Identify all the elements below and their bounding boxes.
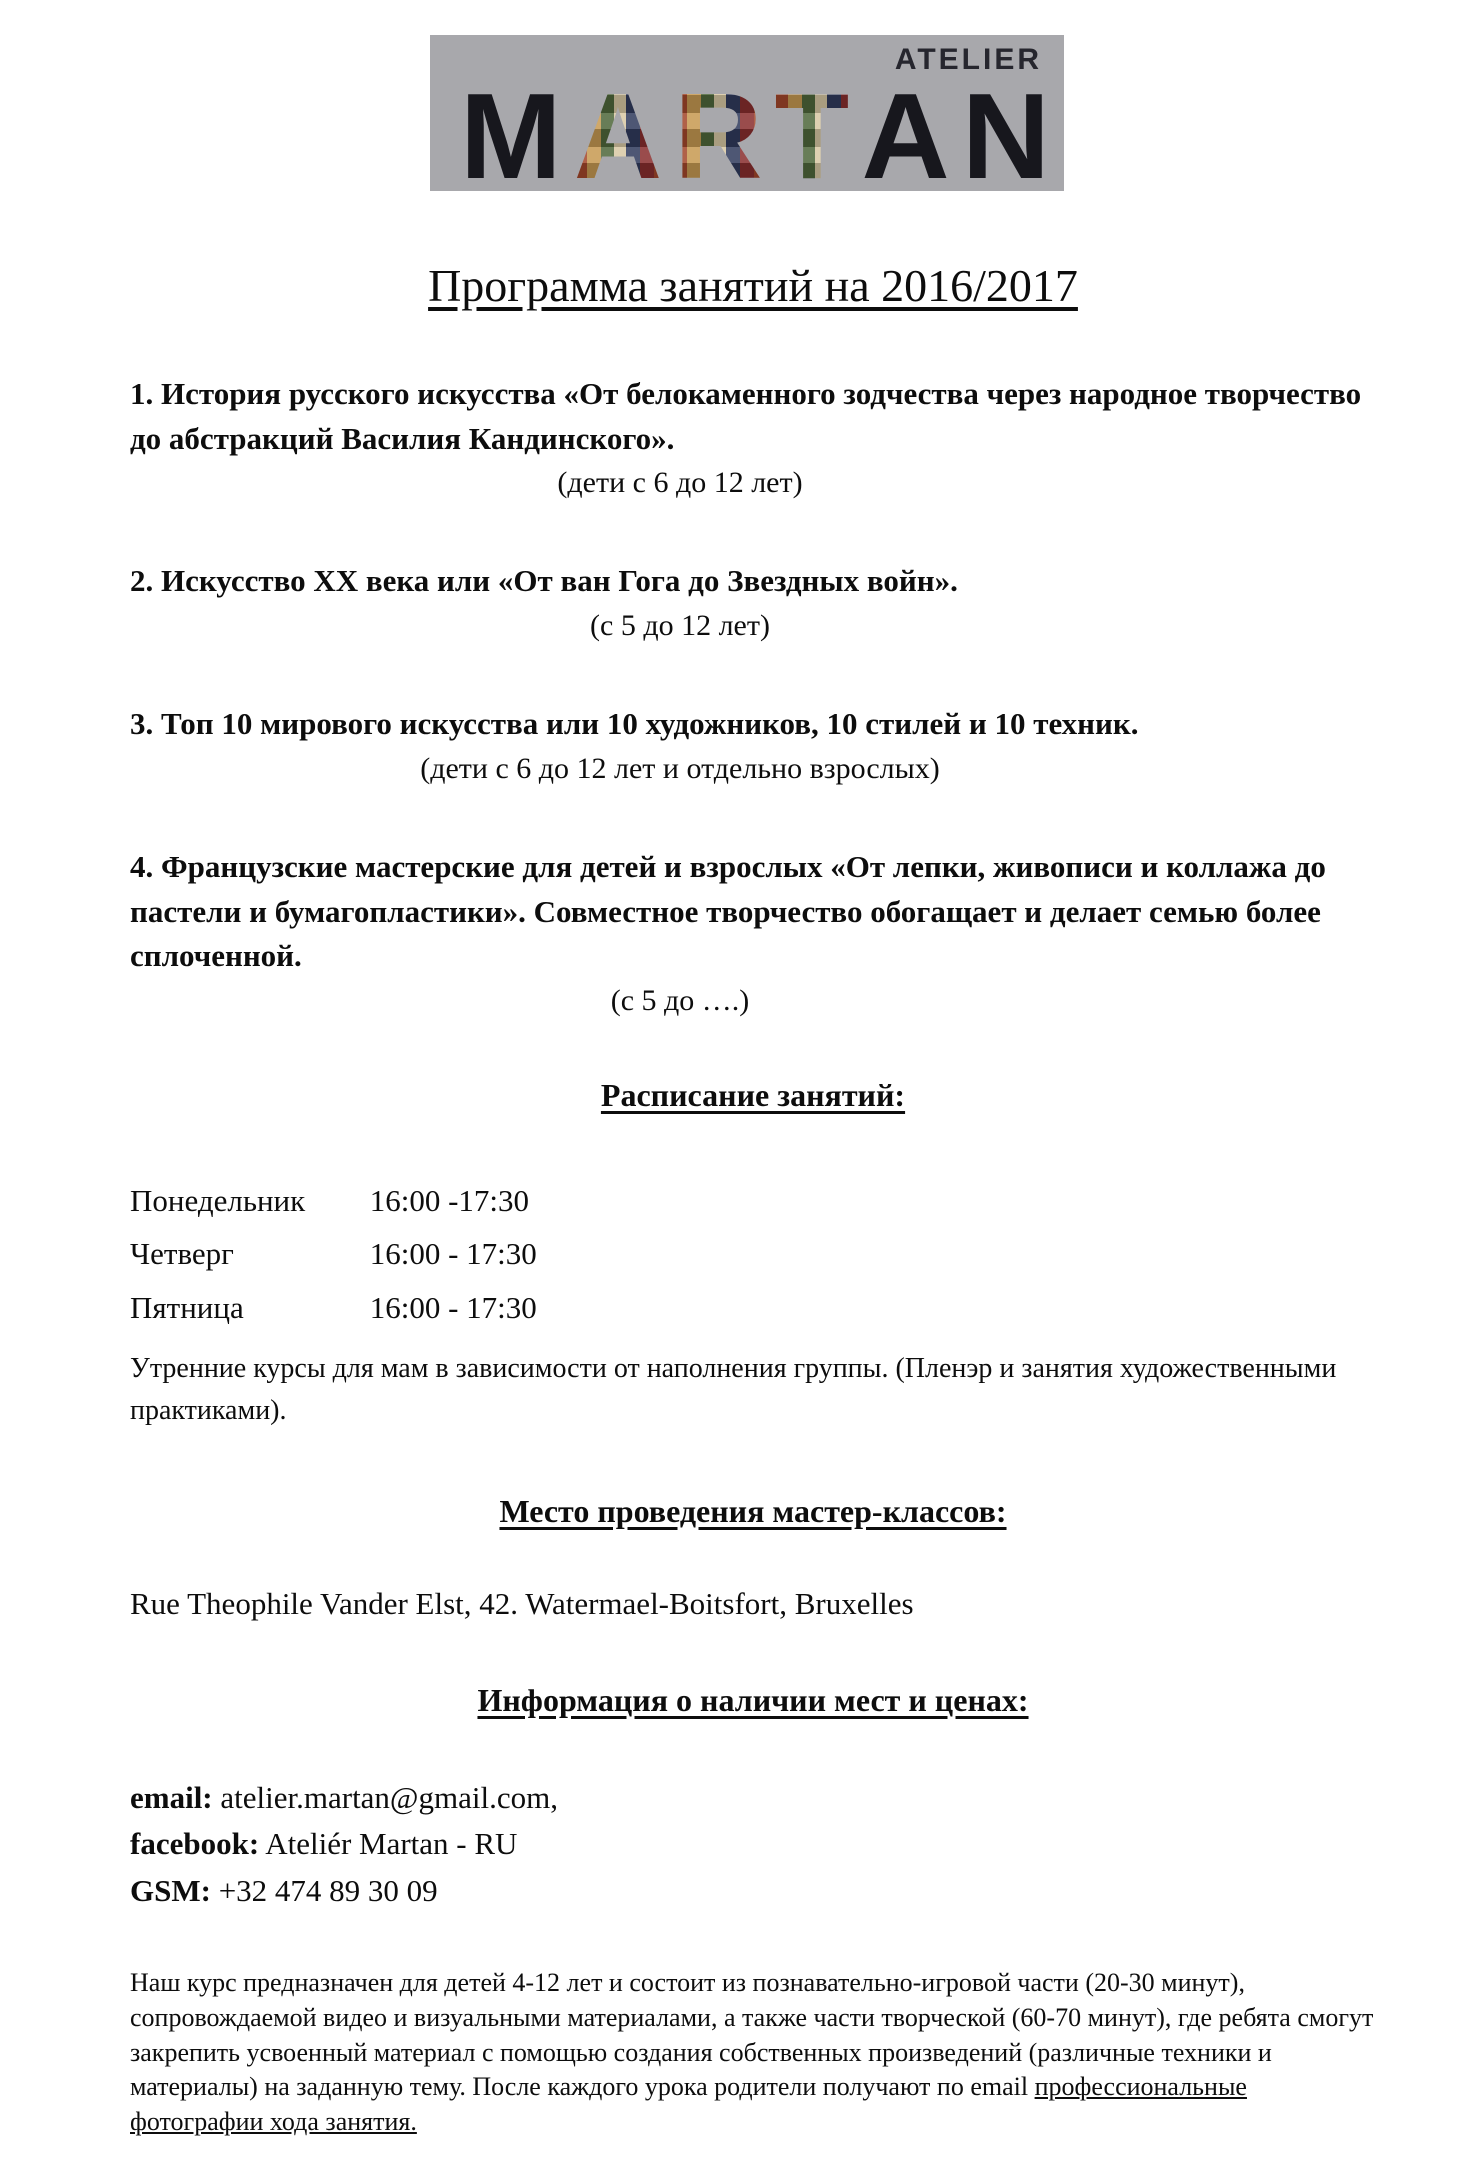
contact-list (130, 1775, 1376, 1915)
contact-row (130, 1868, 1376, 1915)
logo-letter: M (460, 68, 562, 191)
contact-value: Ateliér Martan - RU (265, 1826, 518, 1862)
location-heading: Место проведения мастер-классов: (499, 1492, 1007, 1529)
program-item (130, 845, 1376, 1022)
contact-row (130, 1775, 1376, 1822)
schedule-time: 16:00 - 17:30 (369, 1289, 537, 1325)
program-item-ages: (с 5 до 12 лет) (590, 609, 770, 643)
course-description (130, 1966, 1376, 2139)
contact-label: GSM: (130, 1872, 211, 1908)
logo-letter: N (961, 68, 1050, 191)
schedule-note: Утренние курсы для мам в зависимости от наполнения группы. (Пленэр и занятия художественными практиками). (130, 1353, 1337, 1426)
program-item (130, 372, 1376, 504)
logo-martan-word (460, 68, 1050, 191)
location-address: Rue Theophile Vander Elst, 42. Watermael-Boitsfort, Bruxelles (130, 1585, 914, 1621)
contact-value: +32 474 89 30 09 (218, 1872, 438, 1908)
info-section (130, 1682, 1376, 1915)
program-item (130, 559, 1376, 647)
contact-label: facebook: (130, 1826, 260, 1862)
program-item-text: 1. История русского искусства «От белокаменного зодчества через народное творчество до абстракций Василия Кандинского». (130, 376, 1362, 456)
contact-row (130, 1821, 1376, 1868)
atelier-martan-logo (430, 35, 1064, 191)
course-description-underlined: профессиональные фотографии хода занятия. (130, 2072, 1247, 2136)
info-heading: Информация о наличии мест и ценах: (477, 1681, 1029, 1718)
schedule-heading: Расписание занятий: (600, 1077, 906, 1114)
program-item (130, 702, 1376, 790)
contact-label: email: (130, 1779, 213, 1815)
course-description-text: Наш курс предназначен для детей 4-12 лет и состоит из познавательно-игровой части (20-30 минут), сопровождаемой видео и визуальными материалами, а также части творческой (60-70 минут), где ребята смогут закрепить усвоенный материал с помощью создания собственных произведений (различные техники и материалы) на заданную тему. После каждого урока родители получают по email (130, 1968, 1374, 2102)
page-title: Программа занятий на 2016/2017 (428, 260, 1078, 311)
schedule-day: Пятница (130, 1289, 244, 1325)
logo-letter: A (574, 75, 662, 191)
schedule-day: Понедельник (130, 1183, 306, 1219)
program-item-ages: (дети с 6 до 12 лет и отдельно взрослых) (420, 751, 940, 785)
location-section (130, 1493, 1376, 1622)
program-item-text: 4. Французские мастерские для детей и взрослых «От лепки, живописи и коллажа до пастели и бумагопластики». Совместное творчество обогащает и делает семью более сплоченной. (130, 849, 1326, 974)
program-item-ages: (дети с 6 до 12 лет) (557, 466, 803, 500)
program-item-ages: (с 5 до ….) (610, 983, 750, 1017)
program-item-text: 3. Топ 10 мирового искусства или 10 художников, 10 стилей и 10 техник. (130, 706, 1139, 742)
schedule-rows (130, 1174, 1376, 1334)
logo-letter: T (775, 75, 850, 191)
schedule-row (130, 1227, 1376, 1280)
schedule-time: 16:00 -17:30 (369, 1183, 530, 1219)
schedule-day: Четверг (130, 1236, 234, 1272)
logo-letter: R (674, 75, 762, 191)
schedule-section (130, 1077, 1376, 1431)
contact-value: atelier.martan@gmail.com, (220, 1779, 558, 1815)
logo-atelier-text: ATELIER (894, 43, 1042, 76)
schedule-row (130, 1174, 1376, 1227)
schedule-row (130, 1281, 1376, 1334)
program-item-text: 2. Искусство XX века или «От ван Гога до Звездных войн». (130, 563, 958, 599)
logo-letter: A (861, 68, 950, 191)
program-list (130, 372, 1376, 1022)
schedule-time: 16:00 - 17:30 (369, 1236, 537, 1272)
